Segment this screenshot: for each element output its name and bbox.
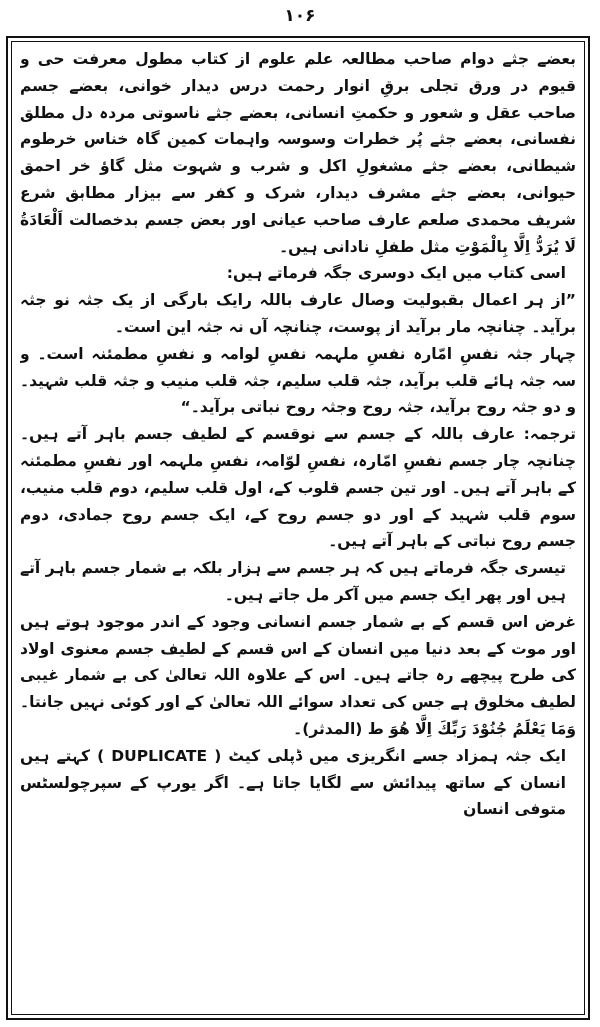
paragraph-translation: ترجمہ: عارف باللہ کے جسم سے نوقسم کے لطیف جسم باہر آتے ہیں۔ چنانچہ چار جسم نفسِ امّارہ، نفسِ لوّامہ، نفسِ ملہمہ اور نفسِ مطمئنہ کے باہر آتے ہیں۔ اور تین جسم قلوب کے، اول قلب سلیم، دوم قلب منیب، سوم قلب شہید کے اور دو جسم روح کے، ایک جسم روح جمادی، دوم جسم روح نباتی کے باہر آتے ہیں۔	[20, 425, 576, 551]
paragraph-hamzad: ایک جثہ ہمزاد جسے انگریزی میں ڈپلی کیٹ ( DUPLICATE ) کہتے ہیں انسان کے ساتھ پیدائش سے لگایا جاتا ہے۔ اگر یورپ کے سپرچولسٹس متوفی انسان	[20, 746, 567, 819]
paragraph-intro-quote: اسی کتاب میں ایک دوسری جگہ فرماتے ہیں:	[226, 264, 566, 283]
paragraph-bodies: بعضے جثے دوام صاحب مطالعہ علم علوم از کتاب مطول معرفت حی و قیوم در ورق تجلی برقِ انوار رحمت درس دیدار خوانی، بعضے جسم صاحب عقل و شعور و حکمتِ انسانی، بعضے جثے ناسوتی مردہ دل مطلق نفسانی، بعضے جثے پُر خطرات وسوسہ واہمات کمین گاہ خناس خرطوم شیطانی، بعضے جثے مشغولِ اکل و شرب و شہوت مثل گاؤ خر احمق حیوانی، بعضے جثے مشرف دیدار، شرک و کفر سے بیزار مطابق شرع شریف محمدی صلعم عارف صاحب عیانی اور بعض جسم بدخصالت اَلْعَادَةُ لَا يُرَدُّ اِلَّا بِالْمَوْتِ مثل طفلِ نادانی ہیں۔	[20, 50, 576, 256]
page-number: ۱۰۶	[284, 6, 316, 26]
paragraph-third-place: تیسری جگہ فرماتے ہیں کہ ہر جسم سے ہزار بلکہ بے شمار جسم باہر آتے ہیں اور پھر ایک جسم میں آکر مل جاتے ہیں۔	[20, 559, 566, 604]
body-text	[20, 46, 576, 1012]
paragraph-persian-quote: ”از ہر اعمال بقبولیت وصال عارف باللہ رایک بارگی از یک جثہ نو جثہ برآید۔ چنانچہ مار برآید از پوست، چنانچہ آں نہ جثہ این است۔	[20, 291, 576, 336]
paragraph-persian-quote-continued: چہار جثہ نفسِ امّارہ نفسِ ملہمہ نفسِ لوامہ و نفسِ مطمئنہ است۔ و سہ جثہ ہائے قلب برآید، جثہ قلب سلیم، جثہ قلب منیب و جثہ قلب شہید۔ و دو جثہ روح برآید، جثہ روح وجثہ روح نباتی برآید۔“	[20, 344, 576, 417]
paragraph-summary: غرض اس قسم کے بے شمار جسم انسانی وجود کے اندر موجود ہوتے ہیں اور موت کے بعد دنیا میں انسان کے اس قسم کے لطیف جسم معنوی اولاد کی طرح پیچھے رہ جاتے ہیں۔ اس کے علاوہ اللہ تعالیٰ کی بے شمار غیبی لطیف مخلوق ہے جس کی تعداد سوائے اللہ تعالیٰ کے اور کوئی نہیں جانتا۔ وَمَا يَعْلَمُ جُنُوْدَ رَبِّكَ اِلَّا هُوَ ط (المدثر)۔	[20, 612, 576, 738]
